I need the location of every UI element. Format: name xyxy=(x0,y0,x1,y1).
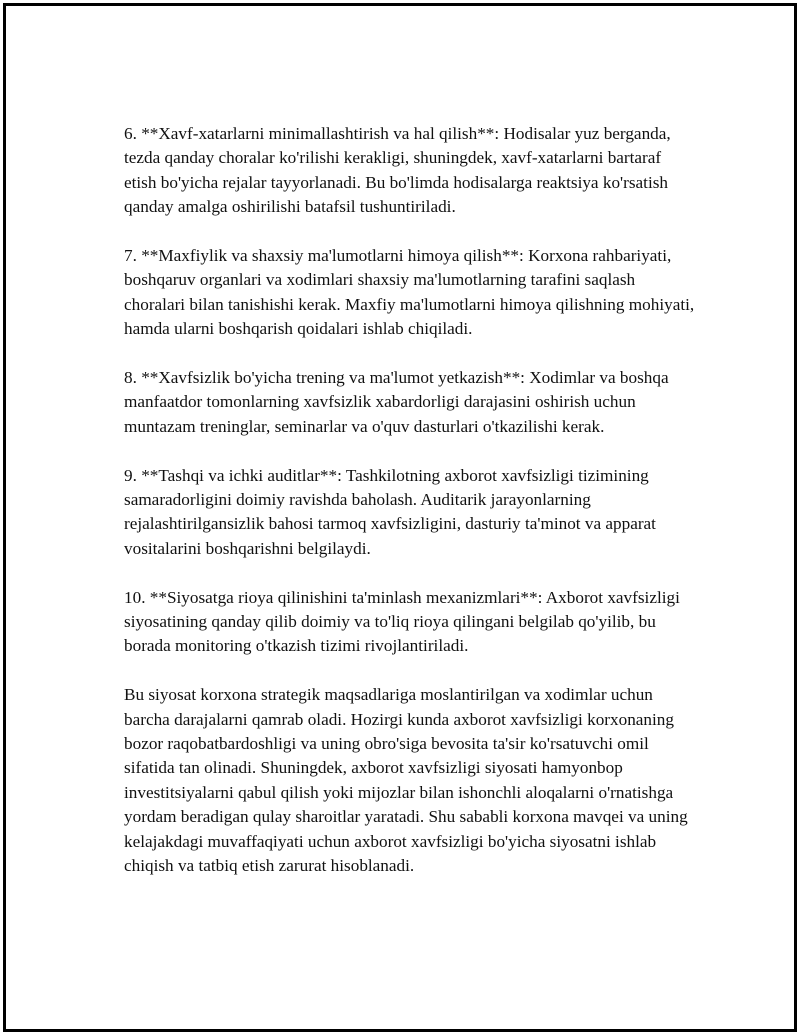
paragraph-item-6: 6. **Xavf-xatarlarni minimallashtirish va hal qilish**: Hodisalar yuz berganda, tezda qanday choralar ko'rilishi kerakligi, shuningdek, xavf-xatarlarni bartaraf etish bo'yicha rejalar tayyorlanadi. Bu bo'limda hodisalarga reaktsiya ko'rsatish qanday amalga oshirilishi batafsil tushuntiriladi. xyxy=(124,124,671,217)
paragraph-conclusion: Bu siyosat korxona strategik maqsadlariga moslantirilgan va xodimlar uchun barcha darajalarni qamrab oladi. Hozirgi kunda axborot xavfsizligi korxonaning bozor raqobatbardoshligi va uning obro'siga bevosita ta'sir ko'rsatuvchi omil sifatida tan olinadi. Shuningdek, axborot xavfsizligi siyosati hamyonbop investitsiyalarni qabul qilish yoki mijozlar bilan ishonchli aloqalarni o'rnatishga yordam beradigan qulay sharoitlar yaratadi. Shu sababli korxona mavqei va uning kelajakdagi muvaffaqiyati uchun axborot xavfsizligi bo'yicha siyosatni ishlab chiqish va tatbiq etish zarurat hisoblanadi. xyxy=(124,685,688,876)
paragraph-item-10: 10. **Siyosatga rioya qilinishini ta'minlash mexanizmlari**: Axborot xavfsizligi siyosatining qanday qilib doimiy va to'liq rioya qilingani belgilab qo'yilib, bu borada monitoring o'tkazish tizimi rivojlantiriladi. xyxy=(124,587,680,656)
page-frame xyxy=(3,3,797,1032)
paragraph-item-9: 9. **Tashqi va ichki auditlar**: Tashkilotning axborot xavfsizligi tizimining samaradorligini doimiy ravishda baholash. Auditarik jarayonlarning rejalashtirilgansizlik bahosi tarmoq xavfsizligini, dasturiy ta'minot va apparat vositalarini boshqarishni belgilaydi. xyxy=(124,465,656,558)
document-body xyxy=(124,122,696,903)
paragraph-item-7: 7. **Maxfiylik va shaxsiy ma'lumotlarni himoya qilish**: Korxona rahbariyati, boshqaruv organlari va xodimlari shaxsiy ma'lumotlarning tarafini saqlash choralari bilan tanishishi kerak. Maxfiy ma'lumotlarni himoya qilishning mohiyati, hamda ularni boshqarish qoidalari ishlab chiqiladi. xyxy=(124,246,695,339)
paragraph-item-8: 8. **Xavfsizlik bo'yicha trening va ma'lumot yetkazish**: Xodimlar va boshqa manfaatdor tomonlarning xavfsizlik xabardorligi darajasini oshirish uchun muntazam treninglar, seminarlar va o'quv dasturlari o'tkazilishi kerak. xyxy=(124,368,669,436)
